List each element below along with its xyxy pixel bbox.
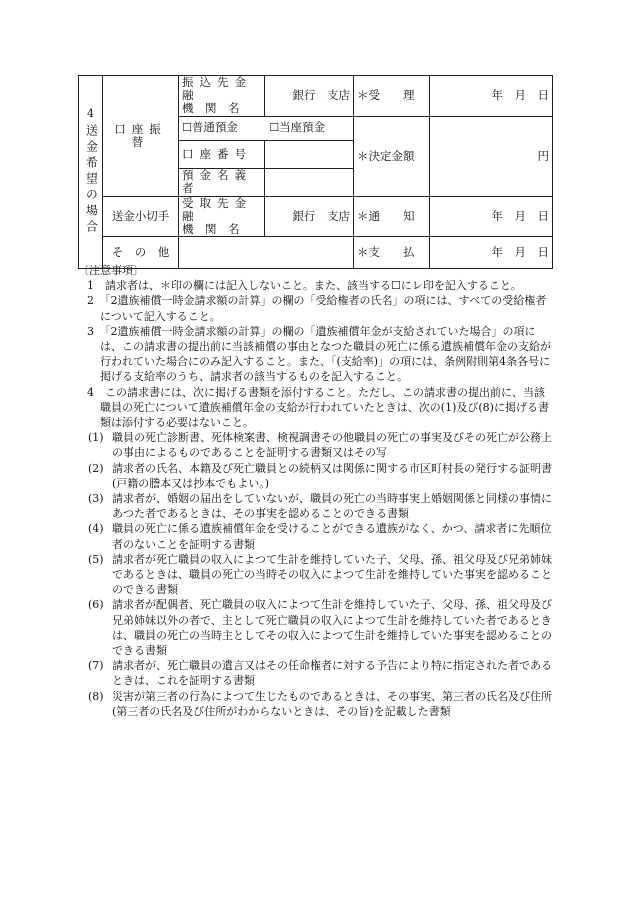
shiharai-label: ＊支 払: [354, 237, 430, 269]
meigi-label: 預金名義者: [179, 168, 265, 196]
sub-item-6: (6) 請求者が配偶者、死亡職員の収入によつて生計を維持していた子、父母、孫、祖父母及び兄弟姉妹以外の者で、主として死亡職員の収入によつて生計を維持していた者であるときは、職員の死亡の当時主としてその収入によつて生計を維持していた事実を認めることのできる書類: [88, 598, 552, 658]
sokin-kogitte-label: 送金小切手: [103, 196, 179, 237]
kettei-yen: 円: [430, 116, 553, 196]
note-4: 4 この請求書には、次に掲げる書類を添付すること。ただし、この請求書の提出前に、当該職員の死亡について遺族補償年金の支給が行われていたときは、次の(1)及び(8)に掲げる書類は添付する必要はないこと。: [87, 385, 549, 430]
note-1: 1 請求者は、＊印の欄には記入しないこと。また、該当する☐にレ印を記入すること。: [87, 279, 522, 293]
note-2: 2 「2遺族補償一時金請求額の計算」の欄の「受給権者の氏名」の項には、すべての受給権者について記入すること。: [87, 294, 547, 323]
account-type-cell: [179, 116, 354, 140]
kettei-label: ＊決定金額: [354, 116, 430, 196]
tsuchi-date: 年 月 日: [430, 196, 553, 237]
sub-item-4: (4) 職員の死亡に係る遺族補償年金を受けることができる遺族がなく、かつ、請求者に先順位者のないことを証明する書類: [88, 522, 552, 551]
sub-item-1: (1) 職員の死亡診断書、死体検案書、検視調書その他職員の死亡の事実及びその死亡が公務上の事由によるものであることを証明する書類又はその写: [88, 431, 552, 460]
notes-header: 〔注意事項〕: [78, 264, 144, 277]
uketori-bank-label: 受取先金融 機 関 名: [179, 196, 265, 237]
meigi-value[interactable]: [265, 168, 354, 196]
futsu-checkbox[interactable]: ☐: [182, 121, 192, 135]
remittance-form-table: [78, 75, 553, 269]
sub-item-5: (5) 請求者が死亡職員の収入によつて生計を維持していた子、父母、孫、祖父母及び兄弟姉妹であるときは、職員の死亡の当時その収入によつて生計を維持していた事実を認めることのできる書類: [88, 552, 552, 597]
futsu-label: 普通預金: [191, 120, 238, 135]
shiharai-date: 年 月 日: [430, 237, 553, 269]
note-3: 3 「2遺族補償一時金請求額の計算」の欄の「遺族補償年金が支給されていた場合」の項には、この請求書の提出前に当該補償の事由となつた職員の死亡に係る遺族補償年金の支給が行われていた場合にのみ記入すること。また、「(支給率)」の項には、条例附則第4条各号に掲げる支給率のうち、請求者の該当するものを記入すること。: [87, 324, 551, 384]
juri-label: ＊受 理: [354, 76, 430, 117]
uketori-bank-branch: 銀行 支店: [265, 196, 354, 237]
furikomi-bank-branch: 銀行 支店: [265, 76, 354, 117]
tsuchi-label: ＊通 知: [354, 196, 430, 237]
sub-item-8: (8) 災害が第三者の行為によつて生じたものであるときは、その事実、第三者の氏名及び住所(第三者の氏名及び住所がわからないときは、その旨)を記載した書類: [88, 689, 552, 718]
furikomi-bank-label: 振込先金融 機 関 名: [179, 76, 265, 117]
sub-item-7: (7) 請求者が、死亡職員の遺言又はその任命権者に対する予告により特に指定された者であるときは、これを証明する書類: [88, 659, 552, 688]
notes-section: [78, 263, 554, 719]
section-4-cell: [79, 76, 103, 269]
sonota-label: そ の 他: [103, 237, 179, 269]
toza-label: 当座預金: [279, 120, 326, 135]
juri-date: 年 月 日: [430, 76, 553, 117]
koza-furikae-label: 口座振替: [103, 76, 179, 197]
section-number: 4: [87, 106, 94, 120]
koza-bango-label: 口座番号: [179, 140, 265, 168]
section-title: 送金希望の場合: [84, 124, 99, 237]
sub-item-2: (2) 請求者の氏名、本籍及び死亡職員との続柄又は関係に関する市区町村長の発行する証明書(戸籍の謄本又は抄本でもよい。): [88, 461, 552, 490]
sub-item-3: (3) 請求者が、婚姻の届出をしていないが、職員の死亡の当時事実上婚姻関係と同様の事情にあつた者であるときは、その事実を認めることのできる書類: [88, 492, 552, 521]
toza-checkbox[interactable]: ☐: [269, 121, 280, 135]
koza-bango-value[interactable]: [265, 140, 354, 168]
